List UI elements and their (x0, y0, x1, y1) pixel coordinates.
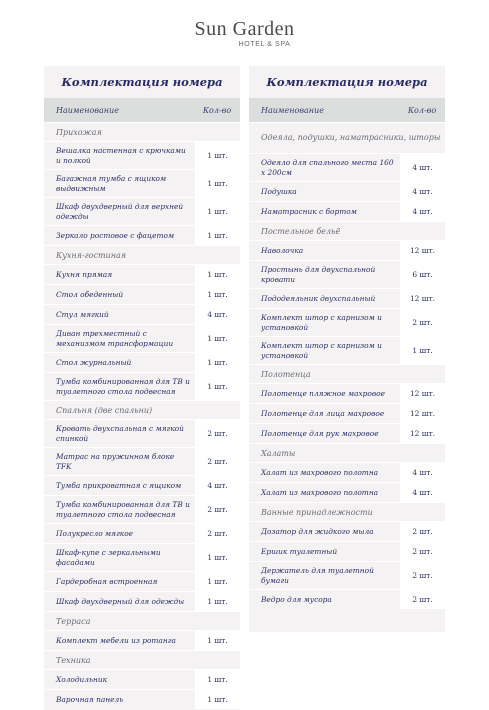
table-row (249, 482, 445, 502)
table-row (249, 240, 445, 260)
left-table-title: Комплектация номера (61, 75, 223, 89)
table-row (249, 403, 445, 423)
left-table-body (44, 122, 240, 709)
item-name: Полотенце для рук махровое (261, 428, 379, 438)
table-row (44, 475, 240, 495)
section-title: Полотенца (249, 364, 445, 383)
item-qty: 2 шт. (194, 448, 240, 475)
table-row (249, 541, 445, 561)
item-qty: 2 шт. (399, 522, 445, 541)
table-row (44, 689, 240, 709)
item-qty: 1 шт. (399, 337, 445, 364)
section-title: Терраса (44, 611, 240, 630)
item-name: Полотенце для лица махровое (261, 408, 385, 418)
table-row (249, 462, 445, 482)
item-name: Холодильник (56, 674, 108, 684)
table-row (44, 571, 240, 591)
item-qty: 1 шт. (194, 592, 240, 611)
table-row (44, 284, 240, 304)
table-row (44, 372, 240, 400)
header-name: Наименование (261, 105, 324, 115)
table-row (44, 630, 240, 650)
table-row (44, 447, 240, 475)
table-row (44, 669, 240, 689)
item-qty: 2 шт. (194, 524, 240, 543)
brand-subtitle: HOTEL & SPA (238, 41, 291, 48)
item-qty: 2 шт. (399, 309, 445, 336)
item-qty: 2 шт. (399, 590, 445, 609)
item-name: Одеяло для спального места 160 х 200см (261, 158, 394, 177)
item-name: Шкаф двухдверный для одежды (56, 596, 185, 606)
table-row (249, 383, 445, 403)
item-name: Кухня прямая (56, 269, 113, 279)
item-name: Простынь для двухспальной кровати (261, 265, 376, 284)
section-title: Постельное бельё (249, 221, 445, 240)
table-row (44, 543, 240, 571)
table-row (249, 201, 445, 221)
item-qty: 1 шт. (194, 572, 240, 591)
section-title: Прихожая (44, 122, 240, 141)
table-row (249, 521, 445, 541)
section-title: Ванные принадлежности (249, 502, 445, 521)
item-qty: 4 шт. (399, 483, 445, 502)
header-name: Наименование (56, 105, 119, 115)
table-row (44, 141, 240, 169)
item-qty: 2 шт. (399, 562, 445, 589)
item-name: Стул мягкий (56, 309, 109, 319)
table-row (44, 225, 240, 245)
item-name: Полукресло мягкое (56, 528, 134, 538)
item-qty: 12 шт. (399, 424, 445, 443)
item-name: Кровать двухспальная с мягкой спинкой (56, 424, 184, 443)
item-name: Ведро для мусора (261, 594, 332, 604)
item-name: Стол журнальный (56, 357, 132, 367)
item-qty: 12 шт. (399, 241, 445, 260)
item-name: Варочная панель (56, 694, 124, 704)
section-title: Одеяла, подушки, наматрасники, шторы (249, 122, 445, 153)
item-qty: 2 шт. (194, 496, 240, 523)
item-qty: 4 шт. (194, 476, 240, 495)
item-name: Дозатор для жидкого мыла (261, 526, 374, 536)
table-row (249, 308, 445, 336)
item-name: Ершик туалетный (261, 546, 338, 556)
item-qty: 12 шт. (399, 404, 445, 423)
item-name: Тумба комбинированная для ТВ и туалетного стола подвесная (56, 377, 190, 396)
item-name: Комплект штор с карнизом и установкой (261, 341, 382, 360)
item-qty: 1 шт. (194, 373, 240, 400)
table-row (44, 419, 240, 447)
item-name: Шкаф двухдверный для верхней одежды (56, 202, 184, 221)
table-row (44, 591, 240, 611)
item-name: Тумба прикроватная с ящиком (56, 480, 182, 490)
right-table-body (249, 122, 445, 609)
table-row (44, 523, 240, 543)
item-qty: 4 шт. (399, 463, 445, 482)
table-row (249, 153, 445, 181)
item-qty: 1 шт. (194, 631, 240, 650)
table-row (249, 288, 445, 308)
right-table-header (249, 98, 445, 122)
item-qty: 12 шт. (399, 384, 445, 403)
item-qty: 4 шт. (399, 182, 445, 201)
item-name: Диван трехместный с механизмом трансформации (56, 329, 174, 348)
item-qty: 1 шт. (194, 142, 240, 169)
table-row (44, 264, 240, 284)
item-name: Пододеяльник двухспальный (261, 293, 376, 303)
right-table (249, 66, 445, 632)
section-title: Техника (44, 650, 240, 669)
brand-name: Sun Garden (194, 18, 295, 40)
item-name: Наматрасник с бортом (261, 206, 357, 216)
item-name: Тумба комбинированная для ТВ и туалетного стола подвесная (56, 500, 190, 519)
item-name: Халат из махрового полотна (261, 467, 379, 477)
item-qty: 1 шт. (194, 170, 240, 197)
item-name: Шкаф-купе с зеркальными фасадами (56, 548, 161, 567)
item-name: Халат из махрового полотна (261, 487, 379, 497)
section-title: Кухня-гостиная (44, 245, 240, 264)
item-name: Зеркало ростовое с фацетом (56, 230, 175, 240)
table-row (44, 324, 240, 352)
table-row (44, 304, 240, 324)
item-name: Вешалка настенная с крючками и полкой (56, 146, 186, 165)
item-qty: 1 шт. (194, 544, 240, 571)
item-qty: 2 шт. (399, 542, 445, 561)
item-name: Гардеробная встроенная (56, 576, 158, 586)
item-qty: 6 шт. (399, 261, 445, 288)
header-qty: Кол-во (202, 105, 232, 115)
table-row (249, 423, 445, 443)
item-name: Комплект мебели из ротанга (56, 635, 176, 645)
item-name: Стол обеденный (56, 289, 124, 299)
item-qty: 1 шт. (194, 690, 240, 709)
brand-logo (0, 18, 489, 48)
item-name: Подушка (261, 186, 297, 196)
item-name: Комплект штор с карнизом и установкой (261, 313, 382, 332)
left-table-header (44, 98, 240, 122)
right-table-title: Комплектация номера (266, 75, 428, 89)
table-row (44, 352, 240, 372)
item-qty: 1 шт. (194, 285, 240, 304)
table-row (44, 197, 240, 225)
item-qty: 1 шт. (194, 226, 240, 245)
item-qty: 1 шт. (194, 265, 240, 284)
item-qty: 4 шт. (194, 305, 240, 324)
table-row (44, 169, 240, 197)
section-title: Халаты (249, 443, 445, 462)
table-row (249, 260, 445, 288)
item-name: Полотенце пляжное махровое (261, 388, 385, 398)
item-qty: 1 шт. (194, 353, 240, 372)
item-qty: 2 шт. (194, 420, 240, 447)
table-row (44, 495, 240, 523)
item-qty: 4 шт. (399, 202, 445, 221)
item-qty: 1 шт. (194, 670, 240, 689)
table-row (249, 336, 445, 364)
item-qty: 1 шт. (194, 198, 240, 225)
left-table (44, 66, 240, 710)
item-qty: 4 шт. (399, 154, 445, 181)
header-qty: Кол-во (407, 105, 437, 115)
item-qty: 12 шт. (399, 289, 445, 308)
table-row (249, 561, 445, 589)
table-row (249, 181, 445, 201)
item-name: Багажная тумба с ящиком выдвижным (56, 174, 167, 193)
item-name: Наволочка (261, 245, 304, 255)
item-name: Матрас на пружинном блоке TFK (56, 452, 175, 471)
table-row (249, 589, 445, 609)
item-name: Держатель для туалетной бумаги (261, 566, 374, 585)
item-qty: 1 шт. (194, 325, 240, 352)
section-title: Спальня (две спальни) (44, 400, 240, 419)
